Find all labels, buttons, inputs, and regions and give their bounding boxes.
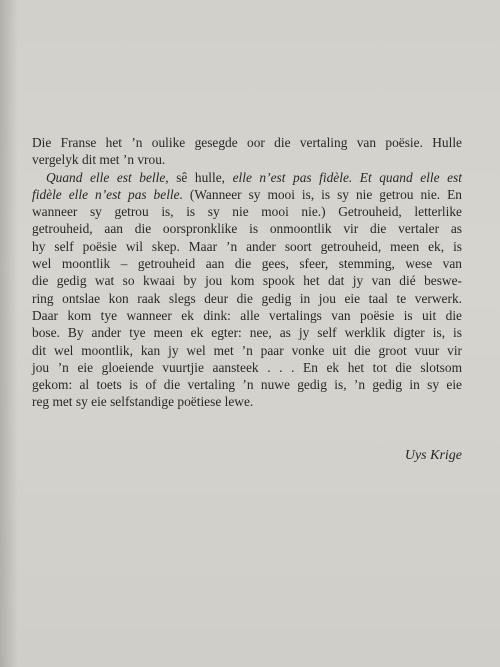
text-line: Daar kom tye wanneer ek dink: alle vertalings van poësie is uit die — [32, 307, 462, 323]
text-line: vergelyk dit met ’n vrou. — [32, 152, 166, 168]
text-line: bose. By ander tye meen ek egter: nee, as jy self werklik digter is, is — [32, 325, 462, 341]
text-line: hy self poësie wil skep. Maar ’n ander soort getrouheid, meen ek, is — [32, 238, 462, 254]
text-line: wanneer sy getrou is, is sy nie mooi nie.) Getrouheid, letterlike — [32, 204, 462, 220]
author-signature: Uys Krige — [404, 448, 462, 463]
text-line: die gedig wat so kwaai by jou kom spook het dat jy van dié beswe- — [32, 273, 462, 289]
text-line — [32, 186, 462, 203]
text-line: gekom: al toets is of die vertaling ’n nuwe gedig is, ’n gedig in sy eie — [32, 377, 462, 393]
text-line: reg met sy eie selfstandige poëtiese lewe. — [32, 394, 254, 410]
body-text — [32, 134, 462, 411]
text-line: getrouheid, aan die oorspronklike is onmoontlik vir die vertaler as — [32, 221, 462, 237]
text-line: ring ontslae kon raak slegs deur die gedig in jou eie taal te verwerk. — [32, 290, 462, 306]
text-line: dit wel moontlik, kan jy wel met ’n paar vonke uit die groot vuur vir — [32, 342, 462, 358]
text-fragment: sê hulle, — [168, 169, 233, 185]
french-quote: elle n’est pas fidèle. Et quand elle est — [232, 169, 462, 185]
text-line — [32, 169, 462, 186]
text-line: Die Franse het ’n oulike gesegde oor die vertaling van poësie. Hulle — [32, 135, 462, 150]
page-gutter-shadow — [0, 0, 18, 667]
text-line: wel moontlik – getrouheid aan die gees, sfeer, stemming, wese van — [32, 256, 462, 272]
french-quote: fidèle elle n’est pas belle. — [32, 186, 183, 202]
text-fragment: (Wanneer sy mooi is, is sy nie getrou nie. En — [182, 186, 462, 202]
french-quote: Quand elle est belle, — [46, 169, 169, 185]
text-line: jou ’n eie gloeiende vuurtjie aansteek . . . En ek het tot die slotsom — [32, 359, 462, 375]
